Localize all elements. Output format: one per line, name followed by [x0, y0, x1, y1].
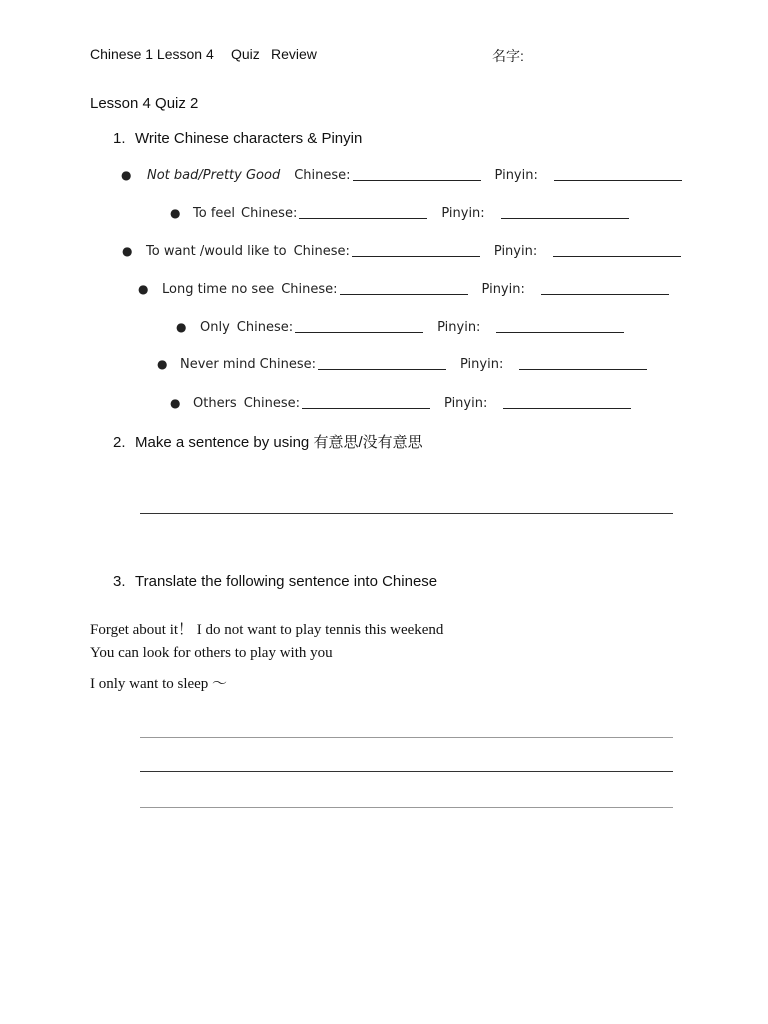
question-3-text: Translate the following sentence into Chinese [135, 573, 438, 590]
chinese-answer-blank[interactable] [302, 394, 430, 409]
item-label: Not bad/Pretty Good [147, 168, 281, 183]
translation-sentence: Forget about it！ I do not want to play tennis this weekend [90, 622, 444, 638]
question-2-number: 2. [113, 434, 126, 451]
item-label: Long time no see [162, 282, 275, 297]
chinese-answer-blank[interactable] [295, 318, 423, 333]
pinyin-label: Pinyin: [444, 396, 488, 411]
question-3-number: 3. [113, 573, 126, 590]
bullet-icon: ● [176, 320, 187, 334]
list-item [122, 242, 681, 259]
course-title: Chinese 1 Lesson 4 [90, 46, 214, 62]
bullet-icon: ● [122, 244, 133, 258]
chinese-answer-blank[interactable] [352, 242, 480, 257]
pinyin-label: Pinyin: [441, 206, 485, 221]
pinyin-label: Pinyin: [437, 320, 481, 335]
chinese-label: Chinese: [243, 396, 301, 411]
chinese-answer-blank[interactable] [318, 355, 446, 370]
list-item [170, 204, 629, 221]
pinyin-answer-blank[interactable] [541, 280, 669, 295]
question-2-text: Make a sentence by using 有意思/没有意思 [135, 434, 423, 451]
chinese-label: Chinese: [294, 168, 351, 183]
pinyin-answer-blank[interactable] [501, 204, 629, 219]
question-2-title [113, 431, 423, 452]
answer-line[interactable] [140, 513, 673, 514]
answer-line[interactable] [140, 771, 673, 772]
list-item [121, 166, 682, 183]
item-label: To want /would like to [146, 244, 287, 259]
chinese-label: Chinese: [281, 282, 338, 297]
pinyin-answer-blank[interactable] [554, 166, 682, 181]
chinese-label: Chinese: [293, 244, 350, 259]
chinese-label: Chinese: [259, 357, 316, 372]
question-1-number: 1. [113, 130, 126, 147]
list-item [157, 355, 647, 372]
item-label: Only [200, 320, 230, 335]
chinese-answer-blank[interactable] [299, 204, 427, 219]
review-label: Review [271, 46, 317, 62]
pinyin-answer-blank[interactable] [519, 355, 647, 370]
translation-sentence: You can look for others to play with you [90, 645, 333, 661]
pinyin-label: Pinyin: [460, 357, 504, 372]
pinyin-answer-blank[interactable] [553, 242, 681, 257]
chinese-answer-blank[interactable] [340, 280, 468, 295]
name-label: 名字: [492, 48, 524, 64]
pinyin-label: Pinyin: [494, 168, 538, 183]
bullet-icon: ● [121, 168, 132, 182]
list-item [176, 318, 624, 335]
answer-line[interactable] [140, 807, 673, 808]
pinyin-label: Pinyin: [481, 282, 525, 297]
item-label: Others [193, 396, 237, 411]
item-label: Never mind [180, 357, 256, 372]
bullet-icon: ● [170, 206, 181, 220]
chinese-label: Chinese: [241, 206, 298, 221]
bullet-icon: ● [157, 357, 168, 371]
list-item [138, 280, 669, 297]
pinyin-answer-blank[interactable] [503, 394, 631, 409]
section-title: Lesson 4 Quiz 2 [90, 95, 199, 112]
bullet-icon: ● [138, 282, 149, 296]
item-label: To feel [193, 206, 236, 221]
answer-line[interactable] [140, 737, 673, 738]
question-3-title [113, 573, 437, 590]
list-item [170, 394, 631, 411]
question-1-text: Write Chinese characters & Pinyin [135, 130, 363, 147]
pinyin-answer-blank[interactable] [496, 318, 624, 333]
pinyin-label: Pinyin: [493, 244, 538, 259]
chinese-label: Chinese: [236, 320, 294, 335]
chinese-answer-blank[interactable] [353, 166, 481, 181]
translation-sentence: I only want to sleep ～ [90, 676, 228, 692]
bullet-icon: ● [170, 396, 181, 410]
quiz-label: Quiz [231, 46, 260, 62]
question-1-title [113, 130, 362, 147]
